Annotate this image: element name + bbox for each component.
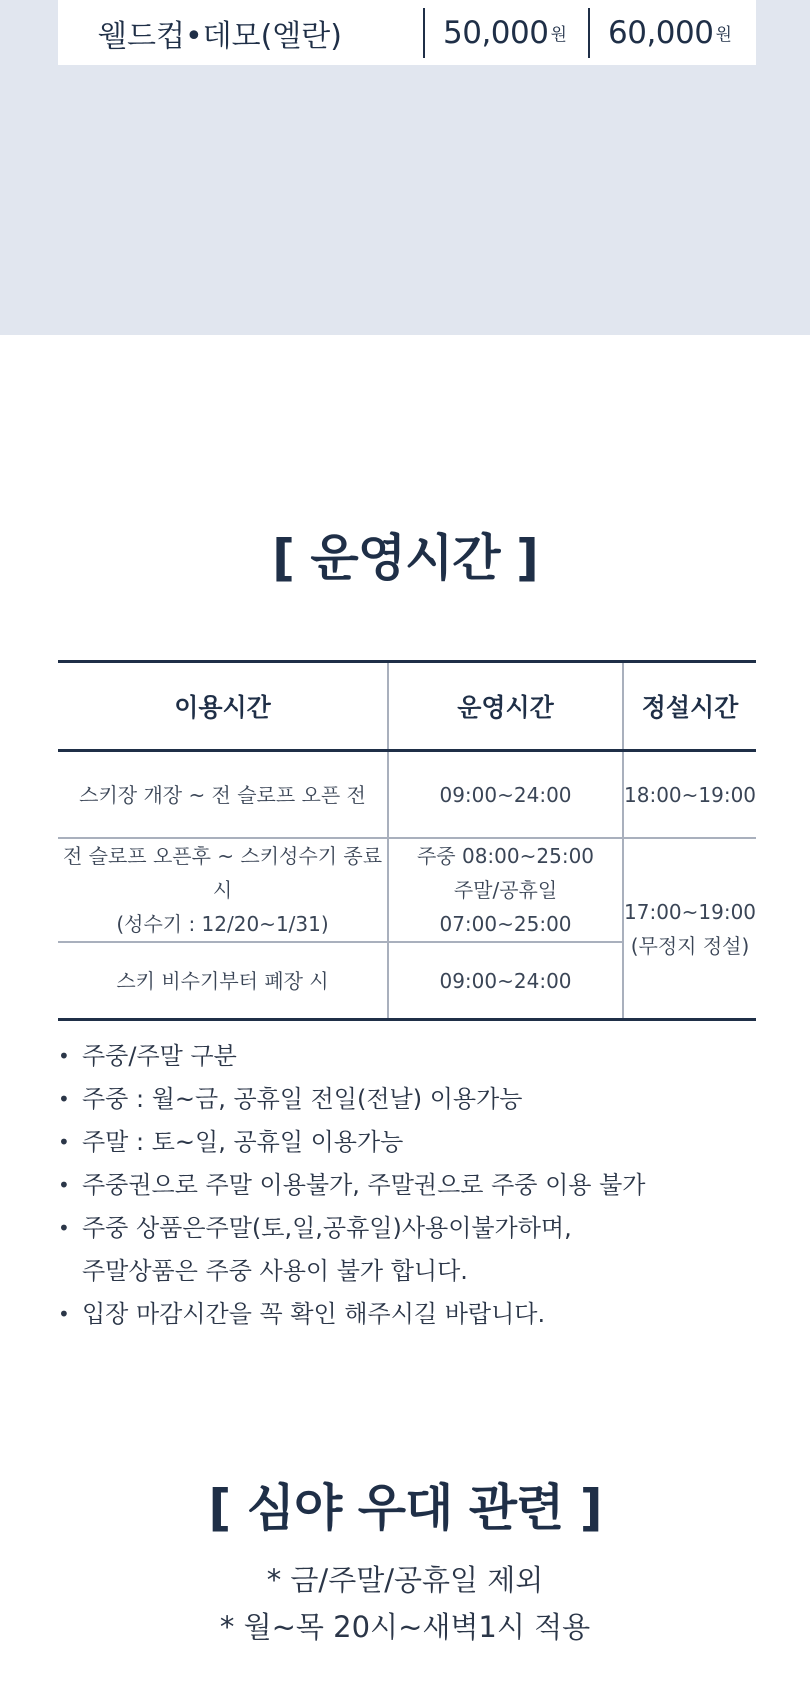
usage-line: (성수기 : 12/20~1/31)	[116, 912, 329, 936]
list-item: • 입장 마감시간을 꼭 확인 해주시길 바랍니다.	[58, 1293, 758, 1336]
usage-cell: 스키 비수기부터 폐장 시	[58, 942, 388, 1020]
list-item-line: 주말상품은 주중 사용이 불가 합니다.	[82, 1257, 468, 1285]
list-item-line: • 주중 상품은주말(토,일,공휴일)사용이불가하며,	[82, 1214, 572, 1242]
operation-cell: 09:00~24:00	[388, 942, 623, 1020]
grooming-cell	[623, 838, 756, 1020]
grooming-cell: 18:00~19:00	[623, 751, 756, 839]
price-value-2: 60,000	[608, 14, 714, 51]
table-row	[58, 751, 756, 839]
list-item: • 주중 : 월~금, 공휴일 전일(전날) 이용가능	[58, 1078, 758, 1121]
list-item: • 주중/주말 구분	[58, 1035, 758, 1078]
header-grooming-time: 정설시간	[623, 662, 756, 751]
price-cell-1	[423, 8, 588, 58]
night-line: * 월~목 20시~새벽1시 적용	[219, 1610, 591, 1644]
operation-line: 주말/공휴일 07:00~25:00	[439, 878, 572, 936]
price-unit-1: 원	[550, 25, 567, 45]
list-item	[58, 1207, 758, 1293]
price-cell-2	[588, 8, 753, 58]
usage-line: 전 슬로프 오픈후 ~ 스키성수기 종료 시	[62, 844, 383, 902]
list-item: • 주중권으로 주말 이용불가, 주말권으로 주중 이용 불가	[58, 1164, 758, 1207]
operation-cell	[388, 838, 623, 942]
price-unit-2: 원	[715, 25, 732, 45]
price-value-1: 50,000	[443, 14, 549, 51]
table-header-row	[58, 662, 756, 751]
operating-hours-title: [ 운영시간 ]	[272, 529, 538, 587]
price-row	[58, 0, 756, 65]
usage-cell: 스키장 개장 ~ 전 슬로프 오픈 전	[58, 751, 388, 839]
night-line: * 금/주말/공휴일 제외	[266, 1563, 544, 1597]
operation-line: 주중 08:00~25:00	[416, 844, 595, 868]
night-discount-title: [ 심야 우대 관련 ]	[208, 1479, 602, 1537]
list-item: • 주말 : 토~일, 공휴일 이용가능	[58, 1121, 758, 1164]
operating-hours-table	[58, 660, 756, 1021]
operation-cell: 09:00~24:00	[388, 751, 623, 839]
notes-list	[58, 1035, 758, 1336]
grooming-line: (무정지 정설)	[630, 933, 750, 958]
night-discount-lines	[0, 1557, 810, 1651]
header-operation-time: 운영시간	[388, 662, 623, 751]
table-row	[58, 838, 756, 942]
usage-cell	[58, 838, 388, 942]
header-usage-time: 이용시간	[58, 662, 388, 751]
product-name: 웰드컵•데모(엘란)	[98, 18, 342, 54]
grooming-line: 17:00~19:00	[624, 899, 757, 924]
